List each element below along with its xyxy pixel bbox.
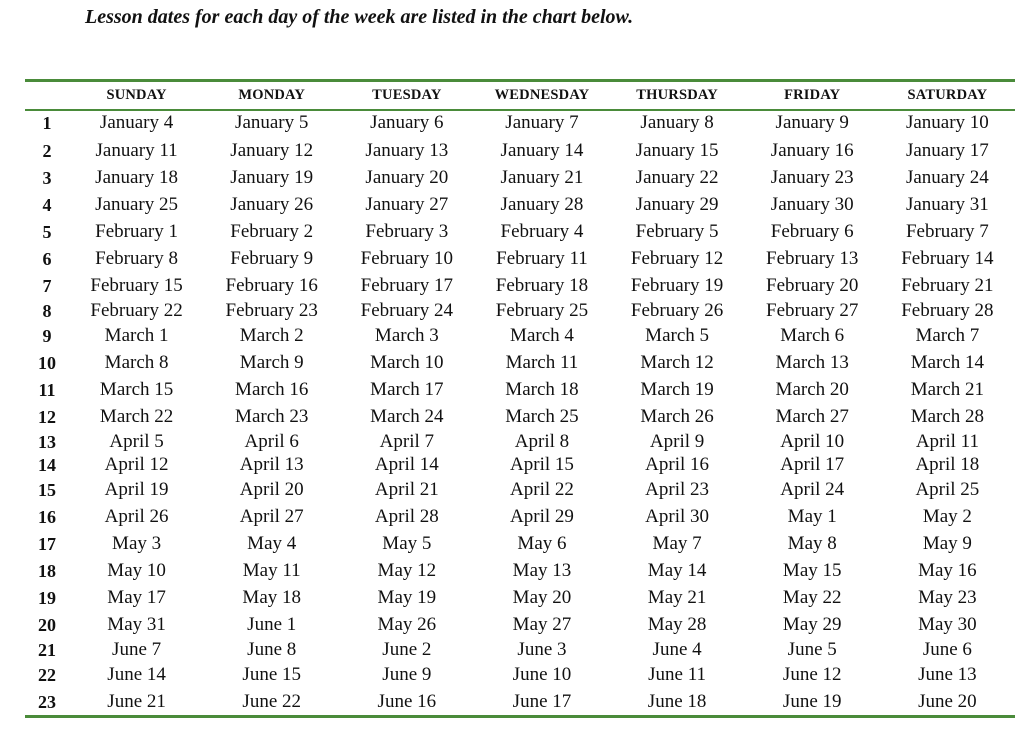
date-cell-saturday: May 30 [918, 613, 977, 635]
date-cell-thursday: April 30 [645, 505, 710, 527]
date-cell-wednesday: January 7 [505, 112, 579, 133]
header-friday: FRIDAY [784, 87, 841, 103]
date-cell-tuesday: February 10 [360, 247, 454, 269]
date-cell-friday: June 5 [787, 638, 837, 660]
date-cell-friday: March 13 [775, 351, 849, 373]
date-cell-thursday: March 26 [640, 405, 714, 427]
date-cell-friday: April 17 [780, 453, 845, 475]
date-cell-wednesday: February 25 [495, 299, 589, 321]
date-cell-sunday: May 3 [112, 532, 162, 554]
date-cell-sunday: January 25 [95, 193, 179, 215]
lesson-number-cell: 2 [42, 140, 52, 161]
date-cell-friday: February 27 [766, 299, 859, 321]
date-cell-sunday: June 14 [107, 663, 166, 685]
date-cell-wednesday: May 6 [517, 532, 567, 554]
table-row [25, 376, 1015, 403]
lesson-number-cell: 10 [38, 352, 57, 373]
lesson-number-cell: 15 [38, 479, 57, 500]
date-cell-friday: March 27 [775, 405, 849, 427]
date-cell-monday: April 20 [239, 478, 304, 500]
date-cell-tuesday: May 19 [377, 586, 437, 608]
date-cell-friday: January 30 [770, 193, 854, 215]
date-cell-sunday: May 17 [107, 586, 166, 608]
date-cell-monday: April 27 [239, 505, 304, 527]
date-cell-sunday: February 1 [95, 220, 179, 242]
date-cell-tuesday: June 2 [382, 638, 432, 660]
date-cell-friday: May 22 [782, 586, 842, 608]
date-cell-monday: March 23 [235, 405, 309, 427]
date-cell-sunday: February 8 [95, 247, 179, 269]
date-cell-monday: February 23 [225, 299, 318, 321]
date-cell-sunday: May 31 [107, 613, 166, 635]
table-row [25, 453, 1015, 476]
date-cell-monday: January 19 [230, 166, 314, 188]
date-cell-friday: May 15 [782, 559, 842, 581]
header-lesson-number [25, 82, 69, 109]
lesson-number-cell: 16 [38, 506, 57, 527]
date-cell-wednesday: February 18 [495, 274, 589, 296]
date-cell-thursday: June 4 [652, 638, 702, 660]
date-cell-monday: April 13 [239, 453, 304, 475]
date-cell-tuesday: January 27 [365, 193, 449, 215]
date-cell-sunday: March 8 [104, 351, 169, 373]
date-cell-sunday: April 12 [104, 453, 169, 475]
lesson-number-cell: 1 [42, 113, 52, 133]
lesson-number-cell: 17 [38, 533, 57, 554]
date-cell-tuesday: June 9 [382, 663, 432, 685]
date-cell-monday: April 6 [244, 430, 299, 452]
date-cell-monday: March 9 [239, 351, 304, 373]
lesson-number-cell: 18 [38, 560, 57, 581]
lesson-number-cell: 13 [38, 431, 57, 452]
date-cell-tuesday: April 21 [374, 478, 439, 500]
date-cell-sunday: January 4 [99, 112, 174, 133]
date-cell-saturday: May 16 [918, 559, 977, 581]
table-row [25, 584, 1015, 611]
date-cell-wednesday: May 20 [512, 586, 572, 608]
date-cell-saturday: January 10 [905, 112, 989, 133]
date-cell-tuesday: January 13 [365, 139, 449, 161]
date-cell-wednesday: June 17 [512, 690, 572, 712]
date-cell-wednesday: February 11 [496, 247, 588, 269]
lesson-number-cell: 6 [42, 248, 52, 269]
date-cell-thursday: May 14 [647, 559, 707, 581]
date-cell-saturday: February 21 [901, 274, 994, 296]
date-cell-sunday: June 7 [112, 638, 162, 660]
date-cell-friday: February 13 [766, 247, 859, 269]
date-cell-saturday: January 31 [905, 193, 989, 215]
date-cell-friday: June 19 [782, 690, 842, 712]
date-cell-saturday: March 7 [915, 324, 980, 346]
date-cell-thursday: January 22 [635, 166, 719, 188]
date-cell-monday: February 2 [230, 220, 314, 242]
date-cell-monday: June 22 [242, 690, 301, 712]
date-cell-friday: May 29 [782, 613, 842, 635]
table-row [25, 611, 1015, 638]
date-cell-tuesday: January 6 [370, 112, 444, 133]
date-cell-tuesday: April 7 [379, 430, 435, 452]
date-cell-thursday: April 16 [645, 453, 710, 475]
date-cell-sunday: March 22 [99, 405, 174, 427]
date-cell-monday: January 5 [235, 112, 309, 133]
date-cell-monday: March 2 [239, 324, 304, 346]
date-cell-saturday: May 9 [922, 532, 972, 554]
lesson-dates-table [25, 82, 1015, 715]
date-cell-tuesday: February 3 [365, 220, 449, 242]
date-cell-tuesday: January 20 [365, 166, 449, 188]
date-cell-sunday: February 15 [90, 274, 183, 296]
date-cell-saturday: March 28 [910, 405, 985, 427]
date-cell-wednesday: January 28 [500, 193, 584, 215]
date-cell-saturday: May 2 [922, 505, 972, 527]
date-cell-saturday: March 14 [910, 351, 985, 373]
table-row [25, 109, 1015, 137]
table-row [25, 272, 1015, 299]
lesson-number-cell: 4 [42, 194, 52, 215]
date-cell-saturday: February 28 [901, 299, 994, 321]
table-header-row [25, 82, 1015, 109]
date-cell-wednesday: March 11 [505, 351, 579, 373]
table-row [25, 349, 1015, 376]
date-cell-sunday: January 18 [95, 166, 179, 188]
header-wednesday: WEDNESDAY [494, 87, 590, 103]
table-row [25, 218, 1015, 245]
header-sunday: SUNDAY [106, 87, 167, 103]
date-cell-saturday: April 18 [915, 453, 980, 475]
date-cell-monday: May 18 [242, 586, 301, 608]
date-cell-monday: May 4 [247, 532, 297, 554]
date-cell-friday: March 20 [775, 378, 849, 400]
date-cell-monday: January 26 [230, 193, 314, 215]
date-cell-thursday: March 19 [640, 378, 714, 400]
date-cell-saturday: May 23 [918, 586, 977, 608]
date-cell-monday: February 9 [230, 247, 314, 269]
date-cell-thursday: February 12 [630, 247, 724, 269]
date-cell-tuesday: June 16 [377, 690, 437, 712]
date-cell-wednesday: January 21 [500, 166, 584, 188]
date-cell-wednesday: April 15 [510, 453, 574, 475]
table-row [25, 688, 1015, 715]
header-saturday: SATURDAY [907, 87, 988, 103]
date-cell-monday: June 15 [242, 663, 301, 685]
date-cell-tuesday: May 12 [377, 559, 437, 581]
lesson-number-cell: 8 [42, 300, 52, 321]
date-cell-sunday: March 15 [99, 378, 174, 400]
bottom-rule [25, 715, 1015, 718]
table-row [25, 299, 1015, 322]
date-cell-wednesday: June 10 [512, 663, 572, 685]
date-cell-thursday: April 9 [649, 430, 705, 452]
date-cell-thursday: May 7 [652, 532, 702, 554]
lesson-number-cell: 20 [38, 614, 57, 635]
date-cell-tuesday: May 5 [382, 532, 432, 554]
date-cell-thursday: April 23 [645, 478, 710, 500]
date-cell-friday: January 9 [775, 112, 849, 133]
date-cell-thursday: May 21 [647, 586, 707, 608]
date-cell-friday: May 8 [787, 532, 837, 554]
date-cell-thursday: February 19 [630, 274, 724, 296]
date-cell-monday: February 16 [225, 274, 318, 296]
table-row [25, 530, 1015, 557]
date-cell-friday: January 16 [770, 139, 854, 161]
table-row [25, 137, 1015, 164]
date-cell-wednesday: March 18 [505, 378, 579, 400]
date-cell-tuesday: March 3 [374, 324, 439, 346]
date-cell-sunday: April 26 [104, 505, 169, 527]
table-row [25, 638, 1015, 661]
date-cell-wednesday: May 27 [512, 613, 572, 635]
lesson-number-cell: 12 [38, 406, 57, 427]
date-cell-thursday: January 29 [635, 193, 719, 215]
date-cell-thursday: June 11 [648, 663, 707, 685]
table-row [25, 245, 1015, 272]
date-cell-friday: February 6 [770, 220, 854, 242]
date-cell-saturday: January 17 [905, 139, 989, 161]
date-cell-sunday: March 1 [104, 324, 169, 346]
date-cell-thursday: May 28 [647, 613, 707, 635]
date-cell-sunday: February 22 [90, 299, 183, 321]
date-cell-wednesday: March 4 [510, 324, 574, 346]
header-monday: MONDAY [238, 87, 306, 103]
date-cell-thursday: January 8 [640, 112, 714, 133]
table-body [25, 109, 1015, 715]
date-cell-saturday: February 7 [905, 220, 989, 242]
date-cell-tuesday: March 10 [370, 351, 444, 373]
date-cell-thursday: February 26 [630, 299, 724, 321]
table-row [25, 322, 1015, 349]
date-cell-friday: April 24 [780, 478, 845, 500]
date-cell-sunday: January 11 [95, 139, 178, 161]
date-cell-tuesday: February 24 [360, 299, 454, 321]
date-cell-tuesday: May 26 [377, 613, 437, 635]
date-cell-monday: March 16 [235, 378, 309, 400]
date-cell-monday: June 1 [247, 613, 297, 635]
date-cell-friday: March 6 [780, 324, 845, 346]
page-title: Lesson dates for each day of the week are listed in the chart below. [85, 6, 634, 28]
date-cell-tuesday: March 24 [370, 405, 444, 427]
date-cell-tuesday: April 28 [374, 505, 439, 527]
lesson-number-cell: 3 [42, 167, 52, 188]
date-cell-tuesday: April 14 [374, 453, 439, 475]
lesson-number-cell: 19 [38, 587, 57, 608]
date-cell-friday: June 12 [782, 663, 842, 685]
date-cell-saturday: April 11 [915, 430, 979, 452]
date-cell-saturday: June 6 [922, 638, 972, 660]
date-cell-sunday: June 21 [107, 690, 166, 712]
lesson-number-cell: 7 [42, 275, 52, 296]
lesson-number-cell: 23 [38, 691, 57, 712]
date-cell-wednesday: February 4 [500, 220, 584, 242]
date-cell-saturday: January 24 [905, 166, 989, 188]
date-cell-sunday: April 19 [104, 478, 169, 500]
date-cell-saturday: April 25 [915, 478, 980, 500]
date-cell-sunday: April 5 [109, 430, 164, 452]
date-cell-saturday: June 13 [918, 663, 977, 685]
header-thursday: THURSDAY [636, 87, 718, 103]
date-cell-sunday: May 10 [107, 559, 166, 581]
date-cell-wednesday: April 8 [514, 430, 570, 452]
date-cell-wednesday: May 13 [512, 559, 572, 581]
date-cell-wednesday: June 3 [517, 638, 567, 660]
table-row [25, 403, 1015, 430]
lesson-number-cell: 9 [42, 325, 52, 346]
lesson-number-cell: 14 [38, 454, 57, 475]
date-cell-thursday: March 12 [640, 351, 714, 373]
date-cell-wednesday: January 14 [500, 139, 584, 161]
date-cell-saturday: June 20 [918, 690, 977, 712]
date-cell-monday: January 12 [230, 139, 314, 161]
table-row [25, 503, 1015, 530]
lesson-number-cell: 5 [42, 221, 52, 242]
date-cell-saturday: March 21 [910, 378, 985, 400]
date-cell-monday: May 11 [242, 559, 301, 581]
date-cell-thursday: January 15 [635, 139, 719, 161]
date-cell-friday: May 1 [787, 505, 837, 527]
table-row [25, 191, 1015, 218]
date-cell-thursday: March 5 [645, 324, 710, 346]
table-row [25, 476, 1015, 503]
lesson-number-cell: 21 [38, 639, 57, 660]
table-row [25, 661, 1015, 688]
lesson-number-cell: 22 [38, 664, 57, 685]
date-cell-saturday: February 14 [901, 247, 994, 269]
lesson-number-cell: 11 [38, 379, 56, 400]
date-cell-friday: April 10 [780, 430, 845, 452]
date-cell-wednesday: March 25 [505, 405, 579, 427]
date-cell-wednesday: April 29 [510, 505, 574, 527]
header-tuesday: TUESDAY [372, 87, 442, 103]
table-row [25, 430, 1015, 453]
date-cell-friday: February 20 [766, 274, 859, 296]
date-cell-tuesday: February 17 [360, 274, 454, 296]
date-cell-tuesday: March 17 [370, 378, 444, 400]
date-cell-wednesday: April 22 [510, 478, 574, 500]
date-cell-thursday: February 5 [635, 220, 719, 242]
table-row [25, 164, 1015, 191]
date-cell-thursday: June 18 [647, 690, 707, 712]
date-cell-friday: January 23 [770, 166, 854, 188]
table-row [25, 557, 1015, 584]
date-cell-monday: June 8 [247, 638, 297, 660]
